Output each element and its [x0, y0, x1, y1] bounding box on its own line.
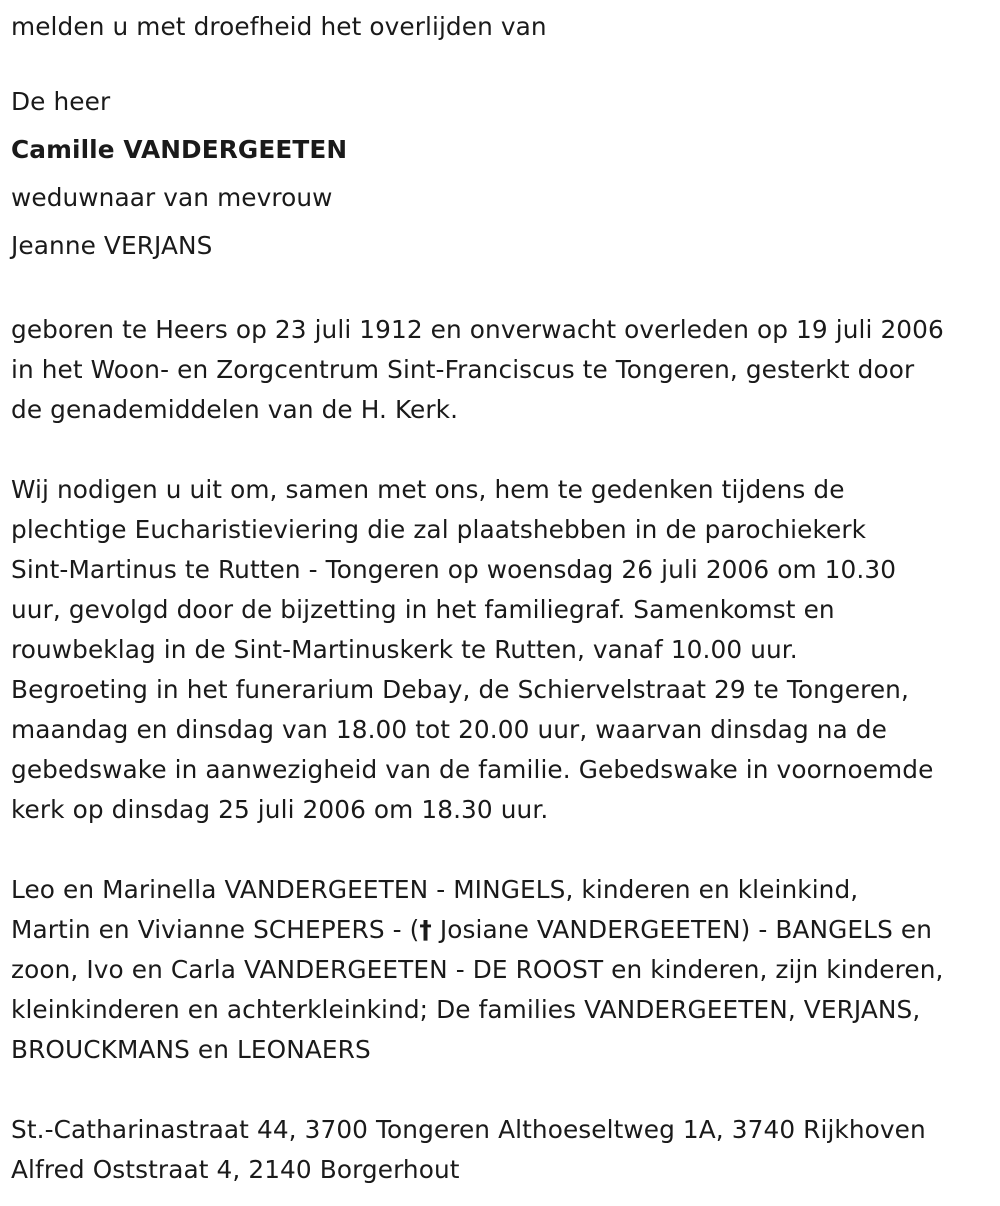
- family-text: Josiane VANDERGEETEN) - BANGELS en: [431, 915, 933, 944]
- address-line: St.-Catharinastraat 44, 3700 Tongeren Althoeseltweg 1A, 3740 Rijkhoven: [11, 1115, 926, 1144]
- salutation: De heer: [11, 87, 111, 116]
- birth-death-paragraph: [11, 310, 1000, 430]
- paragraph-line: kleinkinderen en achterkleinkind; De families VANDERGEETEN, VERJANS,: [11, 995, 921, 1024]
- paragraph-line: in het Woon- en Zorgcentrum Sint-Franciscus te Tongeren, gesterkt door: [11, 355, 915, 384]
- spouse-name: Jeanne VERJANS: [11, 231, 213, 260]
- paragraph-line: gebedswake in aanwezigheid van de familie. Gebedswake in voornoemde: [11, 755, 934, 784]
- deceased-name: Camille VANDERGEETEN: [11, 135, 348, 164]
- addresses: [11, 1110, 1000, 1190]
- paragraph-line: maandag en dinsdag van 18.00 tot 20.00 uur, waarvan dinsdag na de: [11, 715, 887, 744]
- family-paragraph: [11, 870, 1000, 1070]
- paragraph-line: [11, 910, 1000, 950]
- paragraph-line: geboren te Heers op 23 juli 1912 en onverwacht overleden op 19 juli 2006: [11, 315, 944, 344]
- paragraph-line: Sint-Martinus te Rutten - Tongeren op woensdag 26 juli 2006 om 10.30: [11, 555, 897, 584]
- cross-icon: †: [419, 915, 432, 944]
- intro-text: melden u met droefheid het overlijden van: [11, 12, 547, 41]
- paragraph-line: Leo en Marinella VANDERGEETEN - MINGELS, kinderen en kleinkind,: [11, 875, 859, 904]
- address-line: Alfred Oststraat 4, 2140 Borgerhout: [11, 1155, 460, 1184]
- paragraph-line: plechtige Eucharistieviering die zal plaatshebben in de parochiekerk: [11, 515, 867, 544]
- paragraph-line: uur, gevolgd door de bijzetting in het familiegraf. Samenkomst en: [11, 595, 835, 624]
- paragraph-line: Wij nodigen u uit om, samen met ons, hem te gedenken tijdens de: [11, 475, 845, 504]
- service-paragraph: [11, 470, 1000, 830]
- paragraph-line: kerk op dinsdag 25 juli 2006 om 18.30 uur.: [11, 795, 549, 824]
- paragraph-line: zoon, Ivo en Carla VANDERGEETEN - DE ROOST en kinderen, zijn kinderen,: [11, 955, 944, 984]
- family-text: Martin en Vivianne SCHEPERS - (: [11, 915, 420, 944]
- paragraph-line: BROUCKMANS en LEONAERS: [11, 1035, 371, 1064]
- paragraph-line: rouwbeklag in de Sint-Martinuskerk te Rutten, vanaf 10.00 uur.: [11, 635, 798, 664]
- paragraph-line: Begroeting in het funerarium Debay, de Schiervelstraat 29 te Tongeren,: [11, 675, 909, 704]
- paragraph-line: de genademiddelen van de H. Kerk.: [11, 395, 459, 424]
- widower-line: weduwnaar van mevrouw: [11, 183, 333, 212]
